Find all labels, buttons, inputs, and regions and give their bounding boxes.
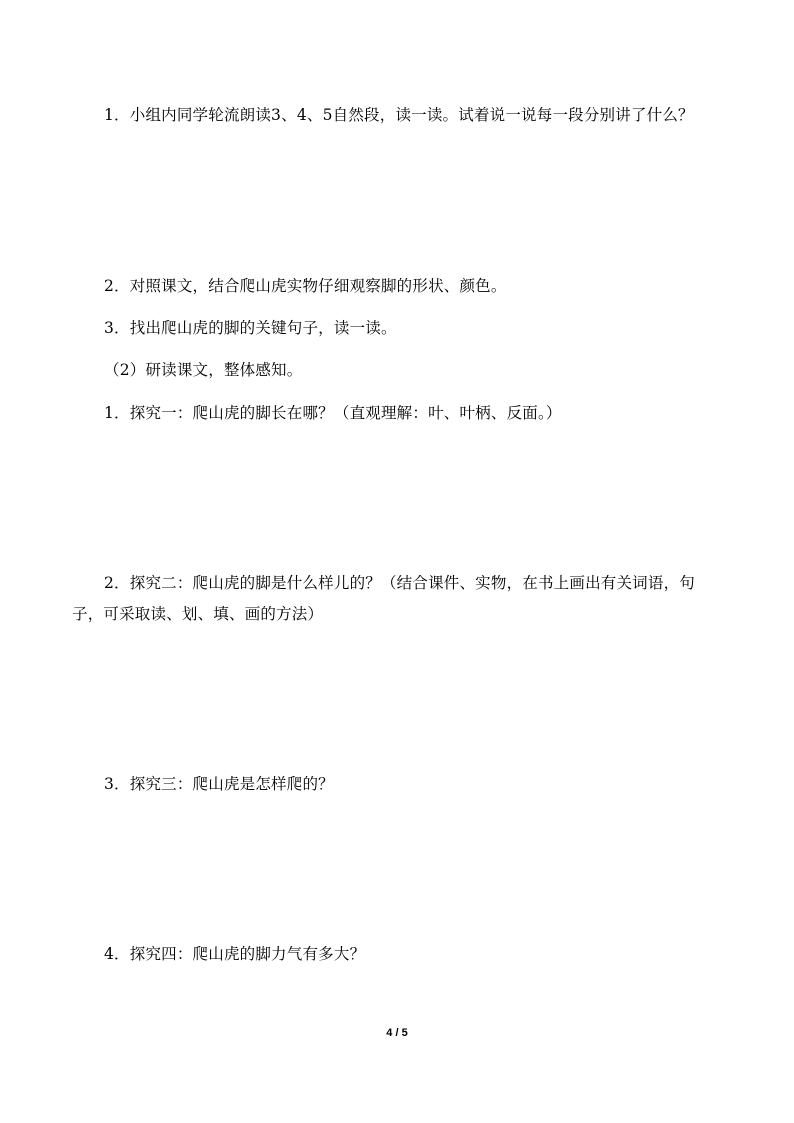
explore-4-foot-strength: 4．探究四：爬山虎的脚力气有多大？ (104, 945, 366, 963)
section-heading-study-text: （2）研读课文，整体感知。 (104, 361, 303, 379)
question-2-observe-feet: 2．对照课文，结合爬山虎实物仔细观察脚的形状、颜色。 (104, 277, 507, 295)
explore-1-where-feet: 1．探究一：爬山虎的脚长在哪？（直观理解：叶、叶柄、反面。） (104, 404, 562, 422)
question-1-read-paragraphs: 1．小组内同学轮流朗读3、4、5自然段，读一读。试着说一说每一段分别讲了什么？ (104, 106, 694, 124)
question-3-find-key-sentences: 3．找出爬山虎的脚的关键句子，读一读。 (104, 319, 397, 337)
page-number: 4 / 5 (386, 1027, 408, 1039)
explore-2-what-feet-look-like: 2．探究二：爬山虎的脚是什么样儿的？（结合课件、实物，在书上画出有关词语，句 (104, 574, 695, 592)
explore-3-how-it-climbs: 3．探究三：爬山虎是怎样爬的？ (104, 775, 334, 793)
explore-2-continuation: 子，可采取读、划、填、画的方法） (72, 605, 324, 623)
